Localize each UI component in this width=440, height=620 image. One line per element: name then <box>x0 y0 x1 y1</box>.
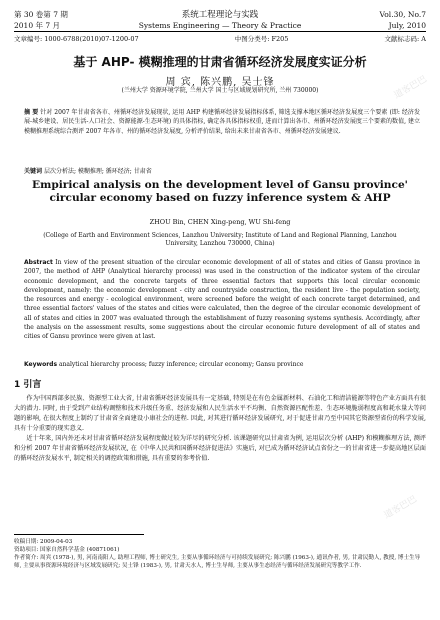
watermark: 道客巴巴 <box>372 294 409 322</box>
journal-header <box>14 8 426 31</box>
footnote-funding: 资助项目: 国家自然科学基金 (40871061) <box>14 547 120 554</box>
abstract-en-label: Abstract <box>24 259 53 266</box>
abstract-zh <box>24 108 420 136</box>
section-heading: 1 引言 <box>14 380 42 390</box>
volume-issue-en: Vol.30, No.7 <box>379 9 426 19</box>
journal-name-zh: 系统工程理论与实践 <box>181 10 259 20</box>
affiliation-line: (兰州大学 资源环境学院, 兰州大学 国土与区域规划研究所, 兰州 730000) <box>121 87 319 94</box>
article-number: 文章编号: 1000-6788(2010)07-1200-07 <box>14 35 139 43</box>
abstract-en <box>24 258 420 342</box>
watermark: 道客巴巴 <box>392 74 429 102</box>
authors-en: ZHOU Bin, CHEN Xing-peng, WU Shi-feng <box>149 218 291 226</box>
affiliations-zh <box>14 87 426 95</box>
footnote-rule <box>14 534 144 535</box>
abstract-en-text: In view of the present situation of the circular economic development of all of states and cities of Gansu province in 2007, the method of AHP (Analytical hierarchy process) was used in the construction of the indicator system of the circular economic development, and the concrete targets of three essential factors that supports this local circular economic development, namely: the economic development - city and countryside construction, the resident live - the population society, the resources and energy - ecological environment, were screened before the weight of each concrete target determined, and three essential factors' values of the states and cities were calculated, then the degree of the circular economic development of all of states and cities in 2007 was evaluated through the establishment of fuzzy reasoning systems synthesis. Accordingly, after the analysis on the assessment results, some suggestions about the circular economic future development of all of states and cities of Gansu province were given at last. <box>24 259 420 341</box>
authors-zh: 周 宾, 陈兴鹏, 吴士锋 <box>165 77 275 88</box>
keywords-en-label: Keywords <box>24 361 58 368</box>
header-rule <box>14 31 426 32</box>
publication-date: 2010 年 7 月 <box>14 21 61 30</box>
paragraph: 作为中国西部多民族、资源型工业大省, 甘肃省循环经济发展具有一定基础, 特别是在有色金属新材料、石油化工和清洁能源等特色产业方面具有很大的潜力. 同时, 由于受到产业结构调整和技术升级任务重、经济发展和人民生活水平不均衡、自然资源匹配性差、生态环境脆弱程度高和耗水量大等问题的影响, 在很大程度上制约了甘肃省全面建设小康社会的进程. 因此, 对其进行循环经济发展研究, 对于促进甘肃乃至中国其它资源型省份的科学发展, 具有十分重要的现实意义. <box>14 395 426 433</box>
title-zh: 基于 AHP- 模糊推理的甘肃省循环经济发展度实证分析 <box>73 55 367 69</box>
footnote-received: 收稿日期: 2009-04-03 <box>14 539 73 545</box>
footnote-author-bio: 作者简介: 周宾 (1978-), 男, 河南南阳人, 助理工程师, 博士研究生, 主要从事循环经济与可持续发展研究; 陈兴鹏 (1963-), 通讯作者, 男, 甘肃民勤人, 教授, 博士生导师, 主要从事资源环境经济与区域发展研究; 吴士锋 (1983-), 男, 甘肃天水人, 博士生导师, 主要从事生态经济与循环经济发展研究等教学工作. <box>14 555 421 570</box>
abstract-zh-label: 摘 要 <box>24 109 39 116</box>
keywords-en-text: analytical hierarchy process; fuzzy inference; circular economy; Gansu province <box>58 361 304 368</box>
title-en: Empirical analysis on the development level of Gansu province' circular economy based on fuzzy inference system & AHP <box>32 179 408 204</box>
affiliations-en: (College of Earth and Environment Sciences, Lanzhou University; Institute of Land and Regional Planning, Lanzhou University, Lanzhou 730000, China) <box>43 232 397 248</box>
document-code: 文献标志码: A <box>384 35 426 43</box>
footnotes <box>14 538 426 570</box>
paragraph: 近十年来, 国内外还未对甘肃省循环经济发展程度做过较为详尽的研究分析. 该课题研究以甘肃省为例, 运用层次分析 (AHP) 和模糊推理方法, 测评和分析 2007 年甘肃省循环经济发展状况, 在《中华人民共和国循环经济促进法》实施后, 对已成为循环经济试点省份之一的甘肃省进一步提高地区层面的循环经济发展水平, 制定相关的调控政策和措施, 具有重要的参考价值. <box>14 435 426 463</box>
journal-name-en: Systems Engineering — Theory & Practice <box>138 21 302 30</box>
classification-number: 中图分类号: F205 <box>234 35 289 43</box>
volume-issue: 第 30 卷第 7 期 <box>14 9 68 19</box>
abstract-zh-text: 针对 2007 年甘肃省各市、州循环经济发展现状, 运用 AHP 构建循环经济发展指标体系, 筛选支撑本地区循环经济发展度三个要素 (即: 经济发展-城乡建设、居民生活-人口社会、资源能源-生态环境) 的具体指标, 确定各具体指标权重, 进而计算出各市、州循环经济发展度三个要素的数值, 建立模糊推理系统综合测评 2007 年各市、州的循环经济发展度, 分析评价结果, 给出未来甘肃省各市、州循环经济发展建议. <box>24 109 420 135</box>
publication-date-en: July, 2010 <box>388 21 426 30</box>
keywords-zh-label: 关键词 <box>24 168 43 175</box>
body-text <box>14 394 426 464</box>
keywords-zh-text: 层次分析法; 模糊推理; 循环经济; 甘肃省 <box>43 168 152 175</box>
article-meta <box>14 34 426 43</box>
keywords-en <box>24 361 420 368</box>
keywords-zh <box>24 166 420 175</box>
watermark: 道客巴巴 <box>382 494 419 522</box>
